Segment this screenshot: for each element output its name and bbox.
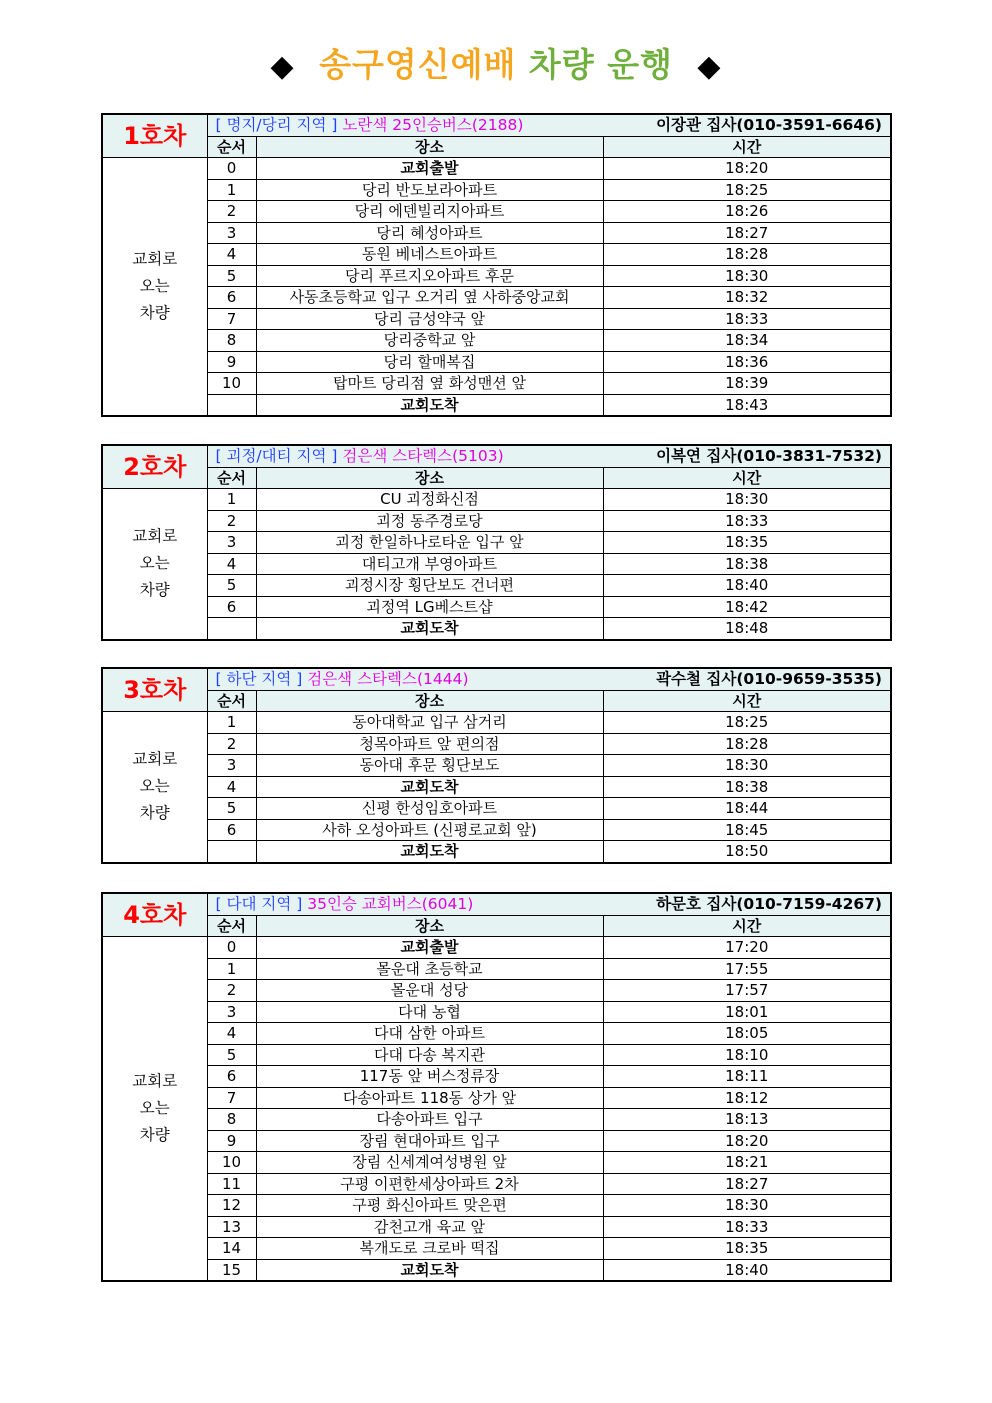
route-vehicle: 노란색 25인승버스(2188) bbox=[342, 116, 524, 135]
stop-place: 교회도착 bbox=[256, 776, 603, 798]
table-row bbox=[102, 1173, 891, 1195]
stop-order bbox=[207, 841, 256, 863]
stop-order: 4 bbox=[207, 776, 256, 798]
stop-time: 18:35 bbox=[603, 1238, 891, 1260]
stop-time: 17:20 bbox=[603, 937, 891, 959]
stop-order: 5 bbox=[207, 1044, 256, 1066]
stop-place: 신평 한성임호아파트 bbox=[256, 798, 603, 820]
table-row bbox=[102, 158, 891, 180]
side-label-line: 교회로 bbox=[132, 250, 178, 268]
stop-order: 6 bbox=[207, 596, 256, 618]
stop-order: 6 bbox=[207, 819, 256, 841]
side-label-line: 교회로 bbox=[132, 1072, 178, 1090]
stop-place: 사동초등학교 입구 오거리 옆 사하중앙교회 bbox=[256, 287, 603, 309]
stop-place: 대티고개 부영아파트 bbox=[256, 553, 603, 575]
stop-place: 당리 푸르지오아파트 후문 bbox=[256, 265, 603, 287]
column-header-place: 장소 bbox=[256, 915, 603, 937]
stop-place: 다송아파트 118동 상가 앞 bbox=[256, 1087, 603, 1109]
stop-order: 11 bbox=[207, 1173, 256, 1195]
route-info bbox=[207, 893, 891, 915]
side-label-line: 오는 bbox=[139, 554, 170, 573]
stop-place: 탑마트 당리점 옆 화성맨션 앞 bbox=[256, 373, 603, 395]
table-row bbox=[102, 1001, 891, 1023]
stop-place: 교회도착 bbox=[256, 394, 603, 416]
side-label bbox=[102, 158, 207, 417]
car-number: 4호차 bbox=[102, 893, 207, 937]
table-row bbox=[102, 1130, 891, 1152]
stop-time: 18:30 bbox=[603, 265, 891, 287]
stop-order: 1 bbox=[207, 712, 256, 734]
stop-place: 괴정역 LG베스트샵 bbox=[256, 596, 603, 618]
title-part-service: 송구영신예배 bbox=[319, 45, 517, 84]
stop-place: 당리 혜성아파트 bbox=[256, 222, 603, 244]
title-part-vehicle: 차량 bbox=[528, 45, 595, 84]
side-label-line: 교회로 bbox=[132, 527, 178, 546]
stop-order: 13 bbox=[207, 1216, 256, 1238]
column-header-time: 시간 bbox=[603, 915, 891, 937]
stop-order: 2 bbox=[207, 980, 256, 1002]
stop-place: 구평 화신아파트 맞은편 bbox=[256, 1195, 603, 1217]
table-row bbox=[102, 1152, 891, 1174]
stop-time: 18:12 bbox=[603, 1087, 891, 1109]
stop-order bbox=[207, 394, 256, 416]
column-header-time: 시간 bbox=[603, 467, 891, 489]
stop-place: 당리 금성약국 앞 bbox=[256, 308, 603, 330]
column-header-order: 순서 bbox=[207, 467, 256, 489]
car-number: 2호차 bbox=[102, 445, 207, 489]
stop-time: 18:26 bbox=[603, 201, 891, 223]
table-row bbox=[102, 287, 891, 309]
side-label-line: 차량 bbox=[139, 581, 170, 600]
table-row bbox=[102, 1238, 891, 1260]
stop-time: 18:40 bbox=[603, 1259, 891, 1281]
table-row bbox=[102, 1195, 891, 1217]
route-driver: 이장관 집사(010-3591-6646) bbox=[656, 116, 882, 134]
stop-time: 18:44 bbox=[603, 798, 891, 820]
stop-time: 18:50 bbox=[603, 841, 891, 863]
stop-order: 6 bbox=[207, 1066, 256, 1088]
column-header-order: 순서 bbox=[207, 690, 256, 712]
stop-place: 다송아파트 입구 bbox=[256, 1109, 603, 1131]
route-driver: 하문호 집사(010-7159-4267) bbox=[656, 895, 883, 913]
stop-order: 4 bbox=[207, 553, 256, 575]
stop-order: 7 bbox=[207, 1087, 256, 1109]
stop-place: 다대 농협 bbox=[256, 1001, 603, 1023]
stop-time: 18:43 bbox=[603, 394, 891, 416]
stop-place: 감천고개 육교 앞 bbox=[256, 1216, 603, 1238]
stop-place: 교회도착 bbox=[256, 1259, 603, 1281]
table-row bbox=[102, 532, 891, 554]
route-region: [ 다대 지역 ] bbox=[215, 895, 303, 914]
stop-time: 18:10 bbox=[603, 1044, 891, 1066]
stop-place: 장림 현대아파트 입구 bbox=[256, 1130, 603, 1152]
stop-order: 5 bbox=[207, 575, 256, 597]
car-number: 3호차 bbox=[102, 668, 207, 712]
stop-place: 교회도착 bbox=[256, 841, 603, 863]
stop-place: 교회출발 bbox=[256, 158, 603, 180]
stop-order: 1 bbox=[207, 958, 256, 980]
stop-order: 9 bbox=[207, 351, 256, 373]
column-header-place: 장소 bbox=[256, 136, 603, 158]
page-title bbox=[0, 40, 992, 92]
side-label-line: 오는 bbox=[139, 1099, 170, 1117]
diamond-right-icon: ◆ bbox=[697, 49, 722, 84]
stop-time: 18:20 bbox=[603, 1130, 891, 1152]
title-part-operation: 운행 bbox=[607, 45, 673, 84]
stop-place: 교회도착 bbox=[256, 618, 603, 640]
side-label-line: 오는 bbox=[139, 277, 170, 295]
stop-order: 5 bbox=[207, 265, 256, 287]
stop-order: 3 bbox=[207, 1001, 256, 1023]
stop-time: 18:35 bbox=[603, 532, 891, 554]
stop-order: 15 bbox=[207, 1259, 256, 1281]
table-row bbox=[102, 351, 891, 373]
stop-place: 117동 앞 버스정류장 bbox=[256, 1066, 603, 1088]
table-row bbox=[102, 980, 891, 1002]
stop-order: 2 bbox=[207, 201, 256, 223]
side-label bbox=[102, 712, 207, 863]
column-header-order: 순서 bbox=[207, 915, 256, 937]
side-label-line: 교회로 bbox=[132, 750, 178, 769]
table-row bbox=[102, 819, 891, 841]
stop-place: 괴정 한일하나로타운 입구 앞 bbox=[256, 532, 603, 554]
column-header-place: 장소 bbox=[256, 690, 603, 712]
stop-order: 8 bbox=[207, 1109, 256, 1131]
route-table bbox=[101, 667, 892, 864]
stop-time: 18:33 bbox=[603, 1216, 891, 1238]
stop-order: 10 bbox=[207, 1152, 256, 1174]
stop-place: 몰운대 성당 bbox=[256, 980, 603, 1002]
table-row bbox=[102, 776, 891, 798]
table-row bbox=[102, 308, 891, 330]
table-row bbox=[102, 373, 891, 395]
table-row bbox=[102, 394, 891, 416]
stop-order: 4 bbox=[207, 1023, 256, 1045]
stop-place: CU 괴정화신점 bbox=[256, 489, 603, 511]
table-row bbox=[102, 755, 891, 777]
stop-place: 당리중학교 앞 bbox=[256, 330, 603, 352]
stop-time: 17:57 bbox=[603, 980, 891, 1002]
stop-time: 18:01 bbox=[603, 1001, 891, 1023]
table-row bbox=[102, 1216, 891, 1238]
stop-time: 18:34 bbox=[603, 330, 891, 352]
stop-order: 7 bbox=[207, 308, 256, 330]
stop-time: 18:48 bbox=[603, 618, 891, 640]
table-row bbox=[102, 712, 891, 734]
stop-place: 다대 다송 복지관 bbox=[256, 1044, 603, 1066]
stop-time: 18:28 bbox=[603, 244, 891, 266]
stop-place: 동원 베네스트아파트 bbox=[256, 244, 603, 266]
stop-order: 5 bbox=[207, 798, 256, 820]
table-row bbox=[102, 575, 891, 597]
route-vehicle: 검은색 스타렉스(5103) bbox=[342, 447, 504, 466]
route-table bbox=[101, 113, 892, 417]
stop-time: 18:30 bbox=[603, 489, 891, 511]
stop-place: 구평 이편한세상아파트 2차 bbox=[256, 1173, 603, 1195]
route-vehicle: 검은색 스타렉스(1444) bbox=[307, 670, 469, 689]
side-label-line: 차량 bbox=[139, 304, 170, 322]
table-row bbox=[102, 937, 891, 959]
table-row bbox=[102, 1023, 891, 1045]
stop-order: 10 bbox=[207, 373, 256, 395]
stop-place: 괴정 동주경로당 bbox=[256, 510, 603, 532]
table-row bbox=[102, 1259, 891, 1281]
table-row bbox=[102, 1044, 891, 1066]
stop-place: 괴정시장 횡단보도 건너편 bbox=[256, 575, 603, 597]
car-number: 1호차 bbox=[102, 114, 207, 158]
stop-place: 동아대 후문 횡단보도 bbox=[256, 755, 603, 777]
route-driver: 이복연 집사(010-3831-7532) bbox=[656, 447, 882, 465]
stop-order: 2 bbox=[207, 733, 256, 755]
stop-order: 8 bbox=[207, 330, 256, 352]
stop-time: 18:05 bbox=[603, 1023, 891, 1045]
table-row bbox=[102, 733, 891, 755]
side-label-line: 오는 bbox=[139, 777, 170, 796]
stop-order: 14 bbox=[207, 1238, 256, 1260]
stop-order: 12 bbox=[207, 1195, 256, 1217]
table-row bbox=[102, 489, 891, 511]
column-header-place: 장소 bbox=[256, 467, 603, 489]
table-row bbox=[102, 841, 891, 863]
stop-order: 1 bbox=[207, 179, 256, 201]
stop-order: 0 bbox=[207, 158, 256, 180]
table-row bbox=[102, 201, 891, 223]
stop-place: 사하 오성아파트 (신평로교회 앞) bbox=[256, 819, 603, 841]
route-region: [ 명지/당리 지역 ] bbox=[215, 116, 338, 135]
route-vehicle: 35인승 교회버스(6041) bbox=[307, 895, 474, 914]
table-row bbox=[102, 1066, 891, 1088]
stop-time: 18:40 bbox=[603, 575, 891, 597]
stop-time: 18:30 bbox=[603, 755, 891, 777]
stop-time: 18:27 bbox=[603, 1173, 891, 1195]
stop-time: 18:21 bbox=[603, 1152, 891, 1174]
table-row bbox=[102, 265, 891, 287]
stop-time: 18:32 bbox=[603, 287, 891, 309]
stop-place: 몰운대 초등학교 bbox=[256, 958, 603, 980]
table-row bbox=[102, 596, 891, 618]
side-label bbox=[102, 489, 207, 640]
stop-place: 복개도로 크로바 떡집 bbox=[256, 1238, 603, 1260]
stop-time: 18:33 bbox=[603, 510, 891, 532]
stop-place: 장림 신세계여성병원 앞 bbox=[256, 1152, 603, 1174]
stop-place: 청목아파트 앞 편의점 bbox=[256, 733, 603, 755]
stop-order: 2 bbox=[207, 510, 256, 532]
stop-place: 교회출발 bbox=[256, 937, 603, 959]
table-row bbox=[102, 553, 891, 575]
table-row bbox=[102, 1087, 891, 1109]
stop-time: 18:20 bbox=[603, 158, 891, 180]
table-row bbox=[102, 244, 891, 266]
stop-time: 17:55 bbox=[603, 958, 891, 980]
route-info bbox=[207, 668, 891, 690]
stop-time: 18:13 bbox=[603, 1109, 891, 1131]
table-row bbox=[102, 510, 891, 532]
stop-time: 18:27 bbox=[603, 222, 891, 244]
route-info bbox=[207, 445, 891, 467]
stop-order: 0 bbox=[207, 937, 256, 959]
stop-time: 18:11 bbox=[603, 1066, 891, 1088]
table-row bbox=[102, 330, 891, 352]
stop-time: 18:38 bbox=[603, 776, 891, 798]
stop-time: 18:39 bbox=[603, 373, 891, 395]
stop-time: 18:33 bbox=[603, 308, 891, 330]
route-table bbox=[101, 444, 892, 641]
stop-order: 1 bbox=[207, 489, 256, 511]
stop-place: 당리 에덴빌리지아파트 bbox=[256, 201, 603, 223]
route-info bbox=[207, 114, 891, 136]
stop-place: 당리 반도보라아파트 bbox=[256, 179, 603, 201]
stop-time: 18:36 bbox=[603, 351, 891, 373]
stop-time: 18:45 bbox=[603, 819, 891, 841]
stop-order: 3 bbox=[207, 755, 256, 777]
table-row bbox=[102, 1109, 891, 1131]
diamond-left-icon: ◆ bbox=[270, 49, 295, 84]
column-header-time: 시간 bbox=[603, 136, 891, 158]
stop-order bbox=[207, 618, 256, 640]
stop-place: 당리 할매복집 bbox=[256, 351, 603, 373]
stop-order: 6 bbox=[207, 287, 256, 309]
route-table bbox=[101, 892, 892, 1282]
stop-place: 동아대학교 입구 삼거리 bbox=[256, 712, 603, 734]
route-driver: 곽수철 집사(010-9659-3535) bbox=[656, 670, 882, 688]
side-label bbox=[102, 937, 207, 1282]
column-header-time: 시간 bbox=[603, 690, 891, 712]
stop-place: 다대 삼한 아파트 bbox=[256, 1023, 603, 1045]
stop-time: 18:25 bbox=[603, 179, 891, 201]
stop-order: 3 bbox=[207, 222, 256, 244]
side-label-line: 차량 bbox=[139, 804, 170, 823]
table-row bbox=[102, 958, 891, 980]
stop-time: 18:25 bbox=[603, 712, 891, 734]
stop-time: 18:42 bbox=[603, 596, 891, 618]
table-row bbox=[102, 798, 891, 820]
table-row bbox=[102, 618, 891, 640]
stop-order: 9 bbox=[207, 1130, 256, 1152]
stop-order: 3 bbox=[207, 532, 256, 554]
stop-time: 18:30 bbox=[603, 1195, 891, 1217]
column-header-order: 순서 bbox=[207, 136, 256, 158]
table-row bbox=[102, 179, 891, 201]
route-region: [ 괴정/대티 지역 ] bbox=[215, 447, 338, 466]
side-label-line: 차량 bbox=[139, 1126, 170, 1144]
stop-time: 18:28 bbox=[603, 733, 891, 755]
table-row bbox=[102, 222, 891, 244]
route-region: [ 하단 지역 ] bbox=[215, 670, 303, 689]
stop-time: 18:38 bbox=[603, 553, 891, 575]
stop-order: 4 bbox=[207, 244, 256, 266]
